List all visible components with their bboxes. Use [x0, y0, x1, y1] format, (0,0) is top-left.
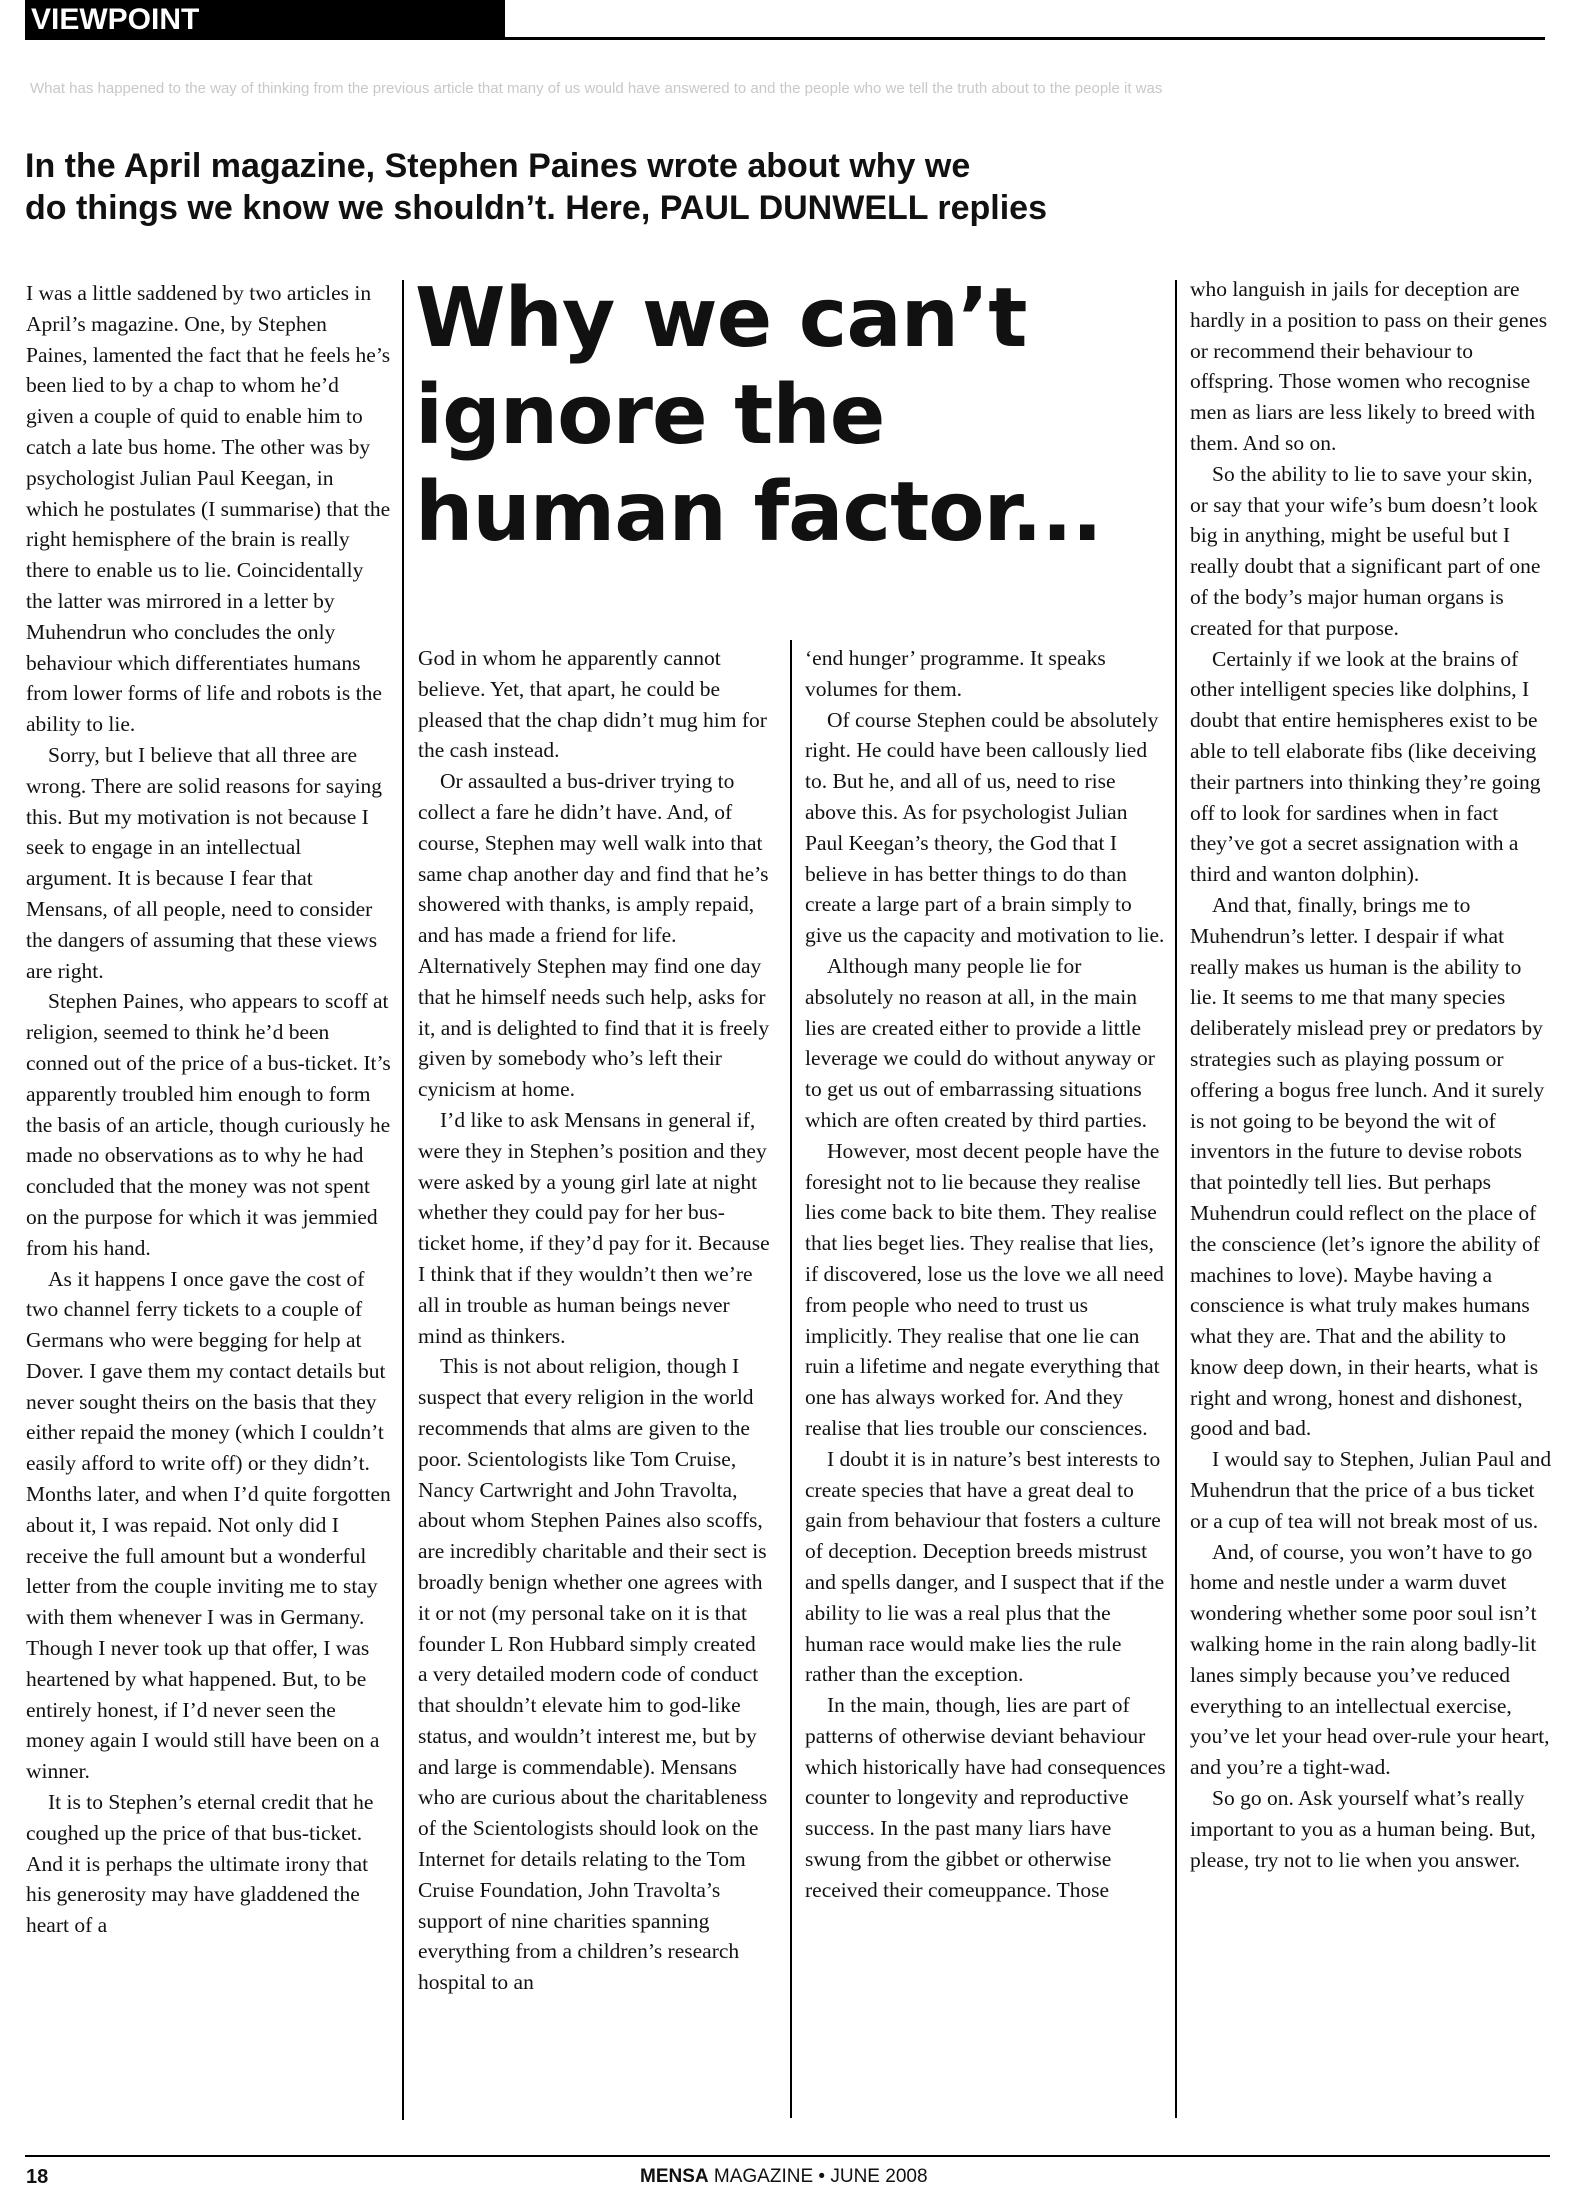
footer-separator: •: [818, 2166, 826, 2187]
paragraph: So the ability to lie to save your skin, or say that your wife’s bum doesn’t look big in anything, might be useful but I really doubt that a significant part of one of the body’s major human organs is created for that purpose.: [1190, 461, 1541, 640]
paragraph: I doubt it is in nature’s best interests to create species that have a great deal to gain from behaviour that fosters a culture of deception. Deception breeds mistrust and spells danger, and I suspect that if the ability to lie was a real plus that the human race would make lies the rule rather than the exception.: [805, 1446, 1165, 1687]
paragraph: This is not about religion, though I suspect that every religion in the world recommends that alms are given to the poor. Scientologists like Tom Cruise, Nancy Cartwright and John Travolta, about whom Stephen Paines also scoffs, are incredibly charitable and their sect is broadly benign whether one agrees with it or not (my personal take on it is that founder L Ron Hubbard simply created a very detailed modern code of conduct that shouldn’t elevate him to god-like status, and wouldn’t interest me, but by and large is commendable). Mensans who are curious about the charitableness of the Scientologists should look on the Internet for details relating to the Tom Cruise Foundation, John Travolta’s support of nine charities spanning everything from a children’s research hospital to an: [418, 1354, 768, 1995]
paragraph: As it happens I once gave the cost of two channel ferry tickets to a couple of Germans who were begging for help at Dover. I gave them my contact details but never sought theirs on the basis that they either repaid the money (which I couldn’t easily afford to write off) or they didn’t. Months later, and when I’d quite forgotten about it, I was repaid. Not only did I receive the full amount but a wonderful letter from the couple inviting me to stay with them whenever I was in Germany. Though I never took up that offer, I was heartened by what happened. But, to be entirely honest, if I’d never seen the money again I would still have been on a winner.: [26, 1266, 391, 1784]
paragraph: ‘end hunger’ programme. It speaks volumes for them.: [805, 646, 1106, 701]
paragraph: However, most decent people have the foresight not to lie because they realise lies come back to bite them. They realise that lies beget lies. They realise that lies, if discovered, lose us the love we all need from people who need to trust us implicitly. They realise that one lie can ruin a lifetime and negate everything that one has always worked for. And they realise that lies trouble our consciences.: [805, 1138, 1164, 1440]
standfirst: [25, 145, 1525, 229]
column-divider: [402, 280, 404, 2120]
body-column-2: [418, 643, 770, 1998]
body-column-1: [26, 278, 391, 1941]
paragraph: Although many people lie for absolutely no reason at all, in the main lies are created either to provide a little leverage we could do without anyway or to get us out of embarrassing situations which are often created by third parties.: [805, 953, 1155, 1132]
paragraph: Certainly if we look at the brains of other intelligent species like dolphins, I doubt that entire hemispheres exist to be able to tell elaborate fibs (like deceiving their partners into thinking they’re going off to look for sardines when in fact they’ve got a secret assignation with a third and wanton dolphin).: [1190, 646, 1541, 887]
paragraph: And that, finally, brings me to Muhendrun’s letter. I despair if what really makes us human is the ability to lie. It seems to me that many species deliberately mislead prey or predators by strategies such as playing possum or offering a bogus free lunch. And it surely is not going to be beyond the wit of inventors in the future to devise robots that pointedly tell lies. But perhaps Muhendrun could reflect on the place of the conscience (let’s ignore the ability of machines to love). Maybe having a conscience is what truly makes humans what they are. That and the ability to know deep down, in their hearts, what is right and wrong, honest and dishonest, good and bad.: [1190, 892, 1545, 1441]
show-through-text: What has happened to the way of thinking from the previous article that many of us would have answered to and the people who we tell the truth about to the people it was: [30, 80, 1163, 97]
paragraph: I’d like to ask Mensans in general if, were they in Stephen’s position and they were asked by a young girl late at night whether they could pay for her bus-ticket home, if they’d pay for it. Because I think that if they wouldn’t then we’re all in trouble as human beings never mind as thinkers.: [418, 1107, 770, 1348]
page-number: 18: [26, 2166, 49, 2188]
footer-brand: MENSA: [640, 2166, 709, 2187]
headline-line-2: ignore the: [415, 368, 885, 463]
footer-rule: [25, 2155, 1550, 2157]
paragraph: I was a little saddened by two articles in April’s magazine. One, by Stephen Paines, lamented the fact that he feels he’s been lied to by a chap to whom he’d given a couple of quid to enable him to catch a late bus home. The other was by psychologist Julian Paul Keegan, in which he postulates (I summarise) that the right hemisphere of the brain is really there to enable us to lie. Coincidentally the latter was mirrored in a letter by Muhendrun who concludes the only behaviour which differentiates humans from lower forms of life and robots is the ability to lie.: [26, 281, 391, 737]
paragraph: Stephen Paines, who appears to scoff at religion, seemed to think he’d been conned out of the price of a bus-ticket. It’s apparently troubled him enough to form the basis of an article, though curiously he made no observations as to why he had concluded that the money was not spent on the purpose for which it was jemmied from his hand.: [26, 989, 391, 1260]
paragraph: In the main, though, lies are part of patterns of otherwise deviant behaviour which historically have had consequences counter to longevity and reproductive success. In the past many liars have swung from the gibbet or otherwise received their comeuppance. Those: [805, 1693, 1166, 1902]
standfirst-line-1: In the April magazine, Stephen Paines wrote about why we: [25, 147, 971, 185]
paragraph: who languish in jails for deception are hardly in a position to pass on their genes or recommend their behaviour to offspring. Those women who recognise men as liars are less likely to breed with them. And so on.: [1190, 277, 1548, 455]
footer-date: JUNE 2008: [830, 2166, 928, 2187]
column-divider: [1175, 280, 1177, 2118]
column-divider: [790, 640, 792, 2118]
body-column-4: [1190, 274, 1552, 1875]
paragraph: So go on. Ask yourself what’s really important to you as a human being. But, please, try not to lie when you answer.: [1190, 1786, 1536, 1872]
header-rule: [505, 37, 1545, 40]
headline-line-3: human factor...: [415, 465, 1102, 560]
paragraph: God in whom he apparently cannot believe. Yet, that apart, he could be pleased that the chap didn’t mug him for the cash instead.: [418, 646, 767, 763]
standfirst-line-2: do things we know we shouldn’t. Here, PAUL DUNWELL replies: [25, 189, 1047, 227]
paragraph: Of course Stephen could be absolutely right. He could have been callously lied to. But he, and all of us, need to rise above this. As for psychologist Julian Paul Keegan’s theory, the God that I believe in has better things to do than create a large part of a brain simply to give us the capacity and motivation to lie.: [805, 707, 1165, 948]
footer-magazine: MAGAZINE: [713, 2166, 814, 2187]
paragraph: And, of course, you won’t have to go home and nestle under a warm duvet wondering whether some poor soul isn’t walking home in the rain along badly-lit lanes simply because you’ve reduced everything to an intellectual exercise, you’ve let your head over-rule your heart, and you’re a tight-wad.: [1190, 1539, 1550, 1780]
article-headline: [415, 270, 1175, 561]
paragraph: I would say to Stephen, Julian Paul and Muhendrun that the price of a bus ticket or a cup of tea will not break most of us.: [1190, 1447, 1552, 1533]
paragraph: It is to Stephen’s eternal credit that he coughed up the price of that bus-ticket. And it is perhaps the ultimate irony that his generosity may have gladdened the heart of a: [26, 1790, 374, 1938]
headline-line-1: Why we can’t: [415, 271, 1027, 366]
footer-publication: [640, 2166, 928, 2188]
paragraph: Or assaulted a bus-driver trying to collect a fare he didn’t have. And, of course, Stephen may well walk into that same chap another day and find that he’s showered with thanks, is amply repaid, and has made a friend for life. Alternatively Stephen may find one day that he himself needs such help, asks for it, and is delighted to find that it is freely given by somebody who’s left their cynicism at home.: [418, 769, 770, 1102]
body-column-3: [805, 643, 1167, 1906]
paragraph: Sorry, but I believe that all three are wrong. There are solid reasons for saying this. But my motivation is not because I seek to engage in an intellectual argument. It is because I fear that Mensans, of all people, need to consider the dangers of assuming that these views are right.: [26, 742, 383, 983]
section-label: VIEWPOINT: [25, 0, 505, 40]
